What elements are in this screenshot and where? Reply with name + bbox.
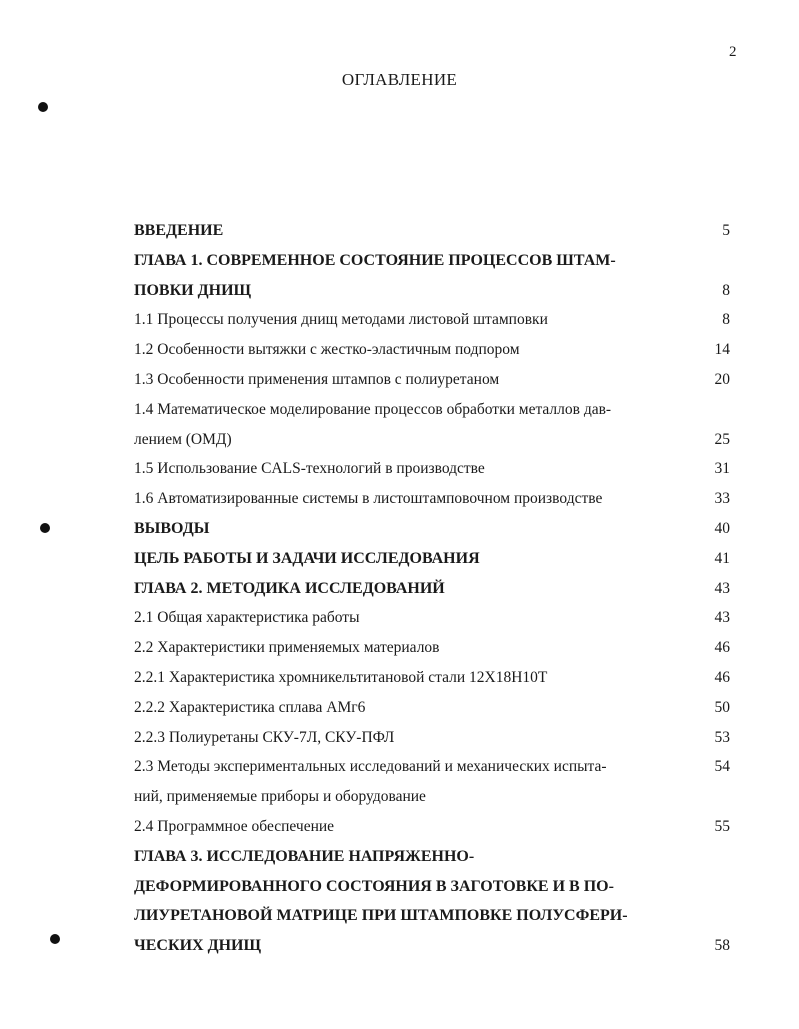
toc-entry-line: ВВЕДЕНИЕ	[134, 222, 224, 239]
toc-entry-line: 2.2.1 Характеристика хромникельтитановой стали 12Х18Н10Т	[134, 668, 548, 686]
toc-entry-title	[134, 633, 730, 663]
toc-title: ОГЛАВЛЕНИЕ	[341, 70, 458, 89]
toc-entry-title	[134, 395, 730, 455]
toc-entry-title	[134, 723, 730, 753]
toc-entry-title	[134, 305, 730, 335]
toc-entry-page: 46	[714, 668, 730, 686]
toc-entry	[134, 842, 730, 961]
toc-entry-line: 1.5 Использование CALS-технологий в производстве	[134, 460, 485, 478]
toc-entry	[134, 574, 730, 604]
toc-entry-line: ЧЕСКИХ ДНИЩ	[134, 937, 262, 955]
toc-entry	[134, 246, 730, 306]
toc-entry	[134, 365, 730, 395]
toc-entry	[134, 603, 730, 633]
toc-entry-line: ний, применяемые приборы и оборудование	[134, 788, 426, 806]
toc-entry-line: 1.1 Процессы получения днищ методами листовой штамповки	[134, 311, 548, 329]
toc-entry-title	[134, 454, 730, 484]
toc-entry-page: 33	[714, 490, 730, 508]
toc-entry-line: 1.2 Особенности вытяжки с жестко-эластичным подпором	[134, 341, 520, 359]
toc-entry-line: ВЫВОДЫ	[134, 519, 210, 537]
toc-entry-line: ДЕФОРМИРОВАННОГО СОСТОЯНИЯ В ЗАГОТОВКЕ И В ПО-	[134, 877, 614, 895]
toc-entry-title	[134, 603, 730, 633]
toc-entry-page: 43	[714, 579, 730, 597]
toc-entry-page: 43	[714, 609, 730, 627]
toc-entry-line: 1.6 Автоматизированные системы в листоштамповочном производстве	[134, 490, 603, 508]
toc-entry-title	[134, 574, 730, 604]
toc-entry-page: 58	[714, 937, 730, 955]
toc-entry-page: 31	[714, 460, 730, 478]
toc-entry	[134, 544, 730, 574]
page-number: 2	[729, 44, 737, 60]
toc-entry-line: 2.2 Характеристики применяемых материалов	[134, 639, 440, 657]
toc-entry	[134, 633, 730, 663]
toc-entry-line: ЦЕЛЬ РАБОТЫ И ЗАДАЧИ ИССЛЕДОВАНИЯ	[134, 549, 480, 567]
toc-entry-page: 25	[714, 430, 730, 448]
toc-entry-page: 41	[714, 549, 730, 567]
toc-entry-line: 1.4 Математическое моделирование процессов обработки металлов дав-	[134, 400, 612, 418]
toc-entry	[134, 484, 730, 514]
toc-entry-line: 2.4 Программное обеспечение	[134, 817, 335, 835]
hole-punch-dot	[38, 102, 48, 112]
table-of-contents	[134, 216, 730, 961]
toc-entry	[134, 335, 730, 365]
toc-entry-line: 1.3 Особенности применения штампов с полиуретаном	[134, 370, 500, 388]
toc-entry-line: 2.2.2 Характеристика сплава АМг6	[134, 698, 366, 716]
toc-entry-line: лением (ОМД)	[134, 430, 232, 448]
toc-entry-page: 5	[722, 222, 730, 239]
toc-entry-line: ГЛАВА 1. СОВРЕМЕННОЕ СОСТОЯНИЕ ПРОЦЕССОВ ШТАМ-	[134, 251, 616, 269]
toc-entry-title	[134, 216, 730, 246]
toc-entry	[134, 395, 730, 455]
toc-entry-title	[134, 842, 730, 961]
toc-entry-line: ГЛАВА 3. ИССЛЕДОВАНИЕ НАПРЯЖЕННО-	[134, 847, 475, 865]
toc-entry-line: 2.1 Общая характеристика работы	[134, 609, 360, 627]
toc-entry-title	[134, 812, 730, 842]
toc-entry-page: 40	[714, 519, 730, 537]
toc-entry	[134, 723, 730, 753]
toc-entry	[134, 812, 730, 842]
toc-entry-line: ПОВКИ ДНИЩ	[134, 281, 252, 299]
toc-entry-line: ГЛАВА 2. МЕТОДИКА ИССЛЕДОВАНИЙ	[134, 579, 445, 597]
toc-entry	[134, 454, 730, 484]
hole-punch-dot	[50, 934, 60, 944]
toc-entry	[134, 305, 730, 335]
hole-punch-dot	[40, 523, 50, 533]
toc-entry-title	[134, 365, 730, 395]
toc-entry-line: 2.3 Методы экспериментальных исследований и механических испыта-	[134, 758, 607, 776]
toc-entry-page: 8	[722, 311, 730, 329]
toc-entry-title	[134, 514, 730, 544]
toc-entry-page: 55	[714, 817, 730, 835]
toc-entry	[134, 752, 730, 812]
toc-entry-title	[134, 544, 730, 574]
toc-entry-title	[134, 663, 730, 693]
toc-entry-title	[134, 246, 730, 306]
toc-entry-page: 54	[714, 758, 730, 776]
toc-entry-page: 53	[714, 728, 730, 746]
toc-entry-line: 2.2.3 Полиуретаны СКУ-7Л, СКУ-ПФЛ	[134, 728, 395, 746]
toc-entry-title	[134, 693, 730, 723]
toc-entry-page: 20	[714, 370, 730, 388]
toc-entry-page: 14	[714, 341, 730, 359]
toc-entry	[134, 514, 730, 544]
toc-entry-title	[134, 484, 730, 514]
toc-entry-page: 46	[714, 639, 730, 657]
toc-entry	[134, 663, 730, 693]
toc-entry-title	[134, 335, 730, 365]
toc-entry	[134, 216, 730, 246]
toc-entry-title	[134, 752, 730, 812]
toc-entry-page: 50	[714, 698, 730, 716]
toc-entry-line: ЛИУРЕТАНОВОЙ МАТРИЦЕ ПРИ ШТАМПОВКЕ ПОЛУСФЕРИ-	[134, 907, 628, 925]
toc-entry-page: 8	[722, 281, 730, 299]
toc-entry	[134, 693, 730, 723]
